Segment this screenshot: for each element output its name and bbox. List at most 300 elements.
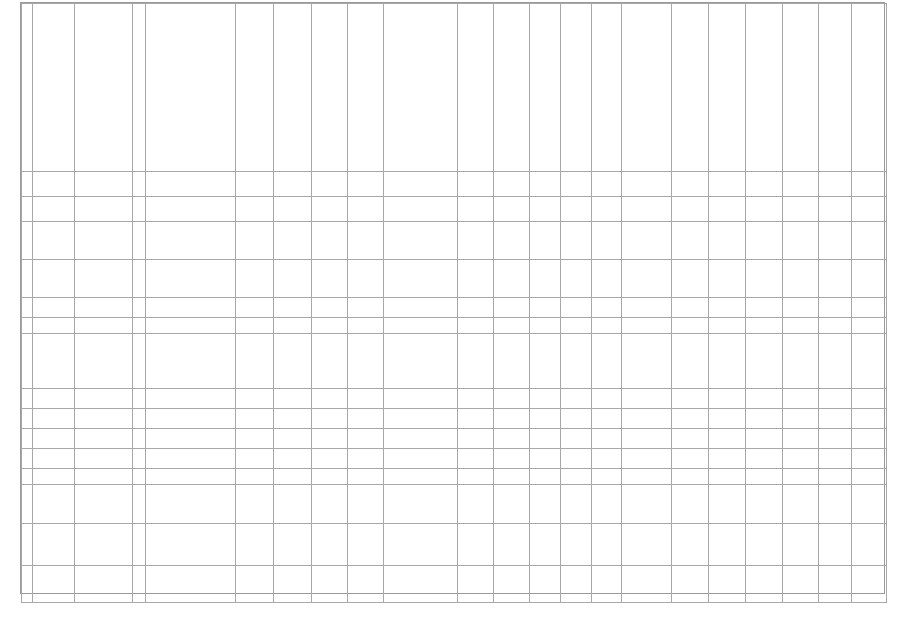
table-cell: [852, 409, 887, 429]
table-cell: [22, 389, 33, 409]
table-cell: [75, 4, 133, 172]
table-cell: [146, 298, 236, 318]
table-cell: [783, 429, 819, 449]
table-cell: [22, 409, 33, 429]
table-cell: [133, 566, 146, 603]
table-cell: [672, 409, 709, 429]
table-row: [22, 485, 887, 524]
table-cell: [746, 566, 783, 603]
table-cell: [348, 172, 384, 197]
table-row: [22, 334, 887, 389]
table-cell: [592, 298, 622, 318]
table-cell: [458, 449, 494, 469]
table-cell: [22, 485, 33, 524]
table-cell: [274, 485, 312, 524]
table-cell: [494, 409, 530, 429]
table-cell: [561, 389, 592, 409]
table-cell: [348, 449, 384, 469]
table-cell: [146, 409, 236, 429]
table-cell: [22, 449, 33, 469]
table-cell: [133, 409, 146, 429]
table-cell: [530, 409, 561, 429]
table-row: [22, 429, 887, 449]
table-row: [22, 449, 887, 469]
table-cell: [709, 197, 746, 222]
table-cell: [672, 524, 709, 566]
table-cell: [236, 389, 274, 409]
table-cell: [312, 318, 348, 334]
table-cell: [133, 197, 146, 222]
table-cell: [494, 389, 530, 409]
table-cell: [592, 222, 622, 260]
table-cell: [561, 260, 592, 298]
table-cell: [530, 260, 561, 298]
table-cell: [146, 260, 236, 298]
table-cell: [561, 449, 592, 469]
table-cell: [561, 524, 592, 566]
table-cell: [494, 485, 530, 524]
table-cell: [133, 222, 146, 260]
table-cell: [592, 524, 622, 566]
table-cell: [622, 409, 672, 429]
table-cell: [133, 449, 146, 469]
table-cell: [384, 524, 458, 566]
table-cell: [236, 449, 274, 469]
table-cell: [348, 389, 384, 409]
table-cell: [561, 197, 592, 222]
table-cell: [494, 4, 530, 172]
table-row: [22, 409, 887, 429]
table-cell: [312, 197, 348, 222]
table-cell: [672, 449, 709, 469]
table-cell: [494, 298, 530, 318]
table-cell: [672, 469, 709, 485]
table-cell: [146, 485, 236, 524]
table-cell: [384, 429, 458, 449]
table-cell: [530, 4, 561, 172]
table-cell: [530, 172, 561, 197]
table-cell: [312, 4, 348, 172]
table-row: [22, 298, 887, 318]
table-cell: [819, 449, 852, 469]
table-cell: [592, 566, 622, 603]
table-cell: [494, 566, 530, 603]
table-cell: [458, 197, 494, 222]
table-cell: [384, 566, 458, 603]
table-cell: [274, 389, 312, 409]
table-cell: [33, 469, 75, 485]
table-cell: [494, 172, 530, 197]
table-cell: [852, 222, 887, 260]
table-cell: [672, 197, 709, 222]
table-cell: [819, 334, 852, 389]
table-cell: [530, 197, 561, 222]
table-cell: [33, 318, 75, 334]
table-cell: [530, 389, 561, 409]
table-cell: [312, 524, 348, 566]
table-cell: [783, 4, 819, 172]
table-cell: [852, 197, 887, 222]
table-cell: [819, 260, 852, 298]
table-cell: [236, 566, 274, 603]
table-cell: [146, 566, 236, 603]
table-cell: [236, 318, 274, 334]
table-cell: [133, 469, 146, 485]
table-cell: [33, 4, 75, 172]
table-cell: [33, 429, 75, 449]
table-cell: [592, 429, 622, 449]
table-cell: [592, 172, 622, 197]
table-cell: [146, 449, 236, 469]
table-cell: [561, 298, 592, 318]
table-cell: [75, 524, 133, 566]
table-cell: [672, 334, 709, 389]
table-cell: [33, 566, 75, 603]
table-cell: [348, 524, 384, 566]
table-cell: [746, 4, 783, 172]
table-cell: [22, 334, 33, 389]
table-cell: [622, 318, 672, 334]
table-cell: [819, 298, 852, 318]
table-cell: [746, 449, 783, 469]
table-cell: [819, 524, 852, 566]
table-cell: [133, 260, 146, 298]
table-cell: [458, 298, 494, 318]
table-row: [22, 260, 887, 298]
table-cell: [709, 334, 746, 389]
table-cell: [146, 197, 236, 222]
table-cell: [672, 260, 709, 298]
table-cell: [622, 389, 672, 409]
table-cell: [236, 222, 274, 260]
table-cell: [22, 222, 33, 260]
table-cell: [274, 449, 312, 469]
table-cell: [236, 429, 274, 449]
table-cell: [592, 449, 622, 469]
table-cell: [852, 260, 887, 298]
table-cell: [592, 197, 622, 222]
table-cell: [709, 172, 746, 197]
table-row: [22, 389, 887, 409]
table-cell: [384, 4, 458, 172]
table-cell: [852, 298, 887, 318]
table-cell: [146, 222, 236, 260]
table-cell: [33, 524, 75, 566]
table-cell: [236, 409, 274, 429]
table-cell: [384, 260, 458, 298]
table-cell: [783, 318, 819, 334]
table-cell: [274, 318, 312, 334]
table-cell: [146, 389, 236, 409]
table-cell: [75, 222, 133, 260]
table-cell: [852, 172, 887, 197]
table-cell: [530, 524, 561, 566]
table-cell: [530, 298, 561, 318]
table-cell: [384, 469, 458, 485]
table-cell: [494, 318, 530, 334]
table-cell: [33, 334, 75, 389]
table-cell: [384, 389, 458, 409]
table-cell: [236, 485, 274, 524]
table-cell: [236, 298, 274, 318]
table-cell: [746, 485, 783, 524]
table-cell: [746, 469, 783, 485]
table-cell: [75, 260, 133, 298]
table-cell: [852, 318, 887, 334]
table-row: [22, 318, 887, 334]
table-cell: [709, 4, 746, 172]
table-cell: [852, 469, 887, 485]
table-cell: [274, 260, 312, 298]
table-cell: [22, 260, 33, 298]
table-row: [22, 197, 887, 222]
table-cell: [22, 566, 33, 603]
table-cell: [819, 485, 852, 524]
table-cell: [384, 485, 458, 524]
table-cell: [33, 197, 75, 222]
table-cell: [622, 222, 672, 260]
table-cell: [75, 449, 133, 469]
table-cell: [133, 172, 146, 197]
table-cell: [672, 389, 709, 409]
table-cell: [75, 197, 133, 222]
table-cell: [312, 298, 348, 318]
table-cell: [494, 222, 530, 260]
table-cell: [852, 566, 887, 603]
table-cell: [133, 298, 146, 318]
table-cell: [22, 318, 33, 334]
table-cell: [146, 524, 236, 566]
table-cell: [494, 197, 530, 222]
table-cell: [274, 524, 312, 566]
document-table-sheet: [20, 2, 885, 594]
table-cell: [746, 409, 783, 429]
table-cell: [530, 469, 561, 485]
table-cell: [783, 260, 819, 298]
table-cell: [819, 429, 852, 449]
table-cell: [133, 429, 146, 449]
table-row: [22, 524, 887, 566]
table-row: [22, 566, 887, 603]
table-cell: [819, 469, 852, 485]
table-cell: [622, 197, 672, 222]
table-cell: [819, 389, 852, 409]
table-cell: [348, 469, 384, 485]
table-cell: [592, 334, 622, 389]
table-cell: [494, 334, 530, 389]
table-cell: [33, 449, 75, 469]
table-cell: [746, 334, 783, 389]
table-cell: [384, 197, 458, 222]
table-cell: [75, 469, 133, 485]
table-cell: [312, 409, 348, 429]
table-cell: [312, 389, 348, 409]
table-cell: [746, 172, 783, 197]
table-cell: [348, 222, 384, 260]
table-cell: [22, 524, 33, 566]
table-cell: [783, 524, 819, 566]
table-cell: [622, 566, 672, 603]
table-cell: [75, 318, 133, 334]
table-cell: [274, 334, 312, 389]
table-cell: [348, 298, 384, 318]
table-cell: [592, 485, 622, 524]
table-cell: [783, 449, 819, 469]
table-cell: [274, 298, 312, 318]
table-cell: [384, 334, 458, 389]
table-cell: [236, 469, 274, 485]
table-cell: [709, 449, 746, 469]
table-cell: [133, 524, 146, 566]
table-cell: [709, 566, 746, 603]
table-cell: [852, 449, 887, 469]
table-cell: [783, 172, 819, 197]
table-cell: [133, 389, 146, 409]
table-row: [22, 4, 887, 172]
table-cell: [33, 485, 75, 524]
table-cell: [22, 429, 33, 449]
table-cell: [458, 222, 494, 260]
table-cell: [312, 260, 348, 298]
table-cell: [22, 469, 33, 485]
table-cell: [494, 260, 530, 298]
table-cell: [709, 524, 746, 566]
table-cell: [709, 298, 746, 318]
table-cell: [746, 524, 783, 566]
table-cell: [561, 469, 592, 485]
table-cell: [592, 318, 622, 334]
table-cell: [561, 429, 592, 449]
table-cell: [592, 409, 622, 429]
table-cell: [783, 566, 819, 603]
table-cell: [146, 429, 236, 449]
table-cell: [22, 298, 33, 318]
table-cell: [622, 334, 672, 389]
table-cell: [133, 4, 146, 172]
table-cell: [561, 334, 592, 389]
table-cell: [312, 566, 348, 603]
table-cell: [530, 566, 561, 603]
table-cell: [494, 429, 530, 449]
table-cell: [592, 260, 622, 298]
table-cell: [384, 172, 458, 197]
table-cell: [133, 485, 146, 524]
table-cell: [530, 485, 561, 524]
table-cell: [458, 485, 494, 524]
table-cell: [75, 566, 133, 603]
table-cell: [530, 334, 561, 389]
table-row: [22, 222, 887, 260]
table-cell: [236, 197, 274, 222]
table-cell: [384, 449, 458, 469]
table-cell: [819, 172, 852, 197]
table-cell: [819, 4, 852, 172]
table-cell: [274, 172, 312, 197]
table-cell: [236, 524, 274, 566]
table-cell: [133, 318, 146, 334]
table-cell: [852, 524, 887, 566]
table-cell: [561, 222, 592, 260]
table-cell: [672, 298, 709, 318]
table-cell: [530, 318, 561, 334]
table-cell: [746, 389, 783, 409]
table-cell: [622, 172, 672, 197]
table-cell: [672, 4, 709, 172]
table-cell: [561, 566, 592, 603]
table-cell: [622, 485, 672, 524]
table-cell: [236, 172, 274, 197]
table-cell: [348, 566, 384, 603]
table-cell: [312, 334, 348, 389]
table-cell: [494, 524, 530, 566]
table-cell: [530, 222, 561, 260]
table-cell: [348, 318, 384, 334]
table-cell: [746, 429, 783, 449]
table-cell: [458, 334, 494, 389]
table-cell: [146, 172, 236, 197]
table-cell: [274, 429, 312, 449]
table-cell: [348, 485, 384, 524]
table-cell: [592, 469, 622, 485]
table-cell: [530, 429, 561, 449]
table-cell: [561, 485, 592, 524]
table-cell: [33, 298, 75, 318]
table-cell: [348, 197, 384, 222]
table-cell: [672, 485, 709, 524]
table-cell: [458, 429, 494, 449]
table-cell: [458, 389, 494, 409]
table-cell: [819, 197, 852, 222]
table-cell: [561, 172, 592, 197]
table-cell: [146, 469, 236, 485]
table-cell: [75, 409, 133, 429]
table-cell: [274, 469, 312, 485]
table-cell: [312, 485, 348, 524]
table-cell: [274, 222, 312, 260]
table-cell: [146, 334, 236, 389]
table-cell: [384, 318, 458, 334]
table-cell: [709, 469, 746, 485]
table-cell: [75, 172, 133, 197]
table-cell: [33, 409, 75, 429]
table-cell: [622, 298, 672, 318]
table-cell: [852, 429, 887, 449]
table-cell: [458, 4, 494, 172]
table-cell: [75, 298, 133, 318]
table-cell: [783, 197, 819, 222]
table-cell: [312, 172, 348, 197]
table-row: [22, 172, 887, 197]
table-cell: [783, 222, 819, 260]
table-cell: [348, 429, 384, 449]
table-cell: [672, 172, 709, 197]
table-cell: [783, 409, 819, 429]
table-cell: [819, 318, 852, 334]
table-cell: [592, 4, 622, 172]
table-cell: [384, 409, 458, 429]
table-cell: [274, 409, 312, 429]
table-cell: [783, 469, 819, 485]
table-cell: [75, 389, 133, 409]
table-cell: [146, 4, 236, 172]
table-cell: [783, 389, 819, 409]
table-cell: [312, 449, 348, 469]
table-cell: [672, 566, 709, 603]
table-cell: [274, 197, 312, 222]
table-cell: [22, 4, 33, 172]
table-cell: [672, 222, 709, 260]
table-cell: [852, 389, 887, 409]
